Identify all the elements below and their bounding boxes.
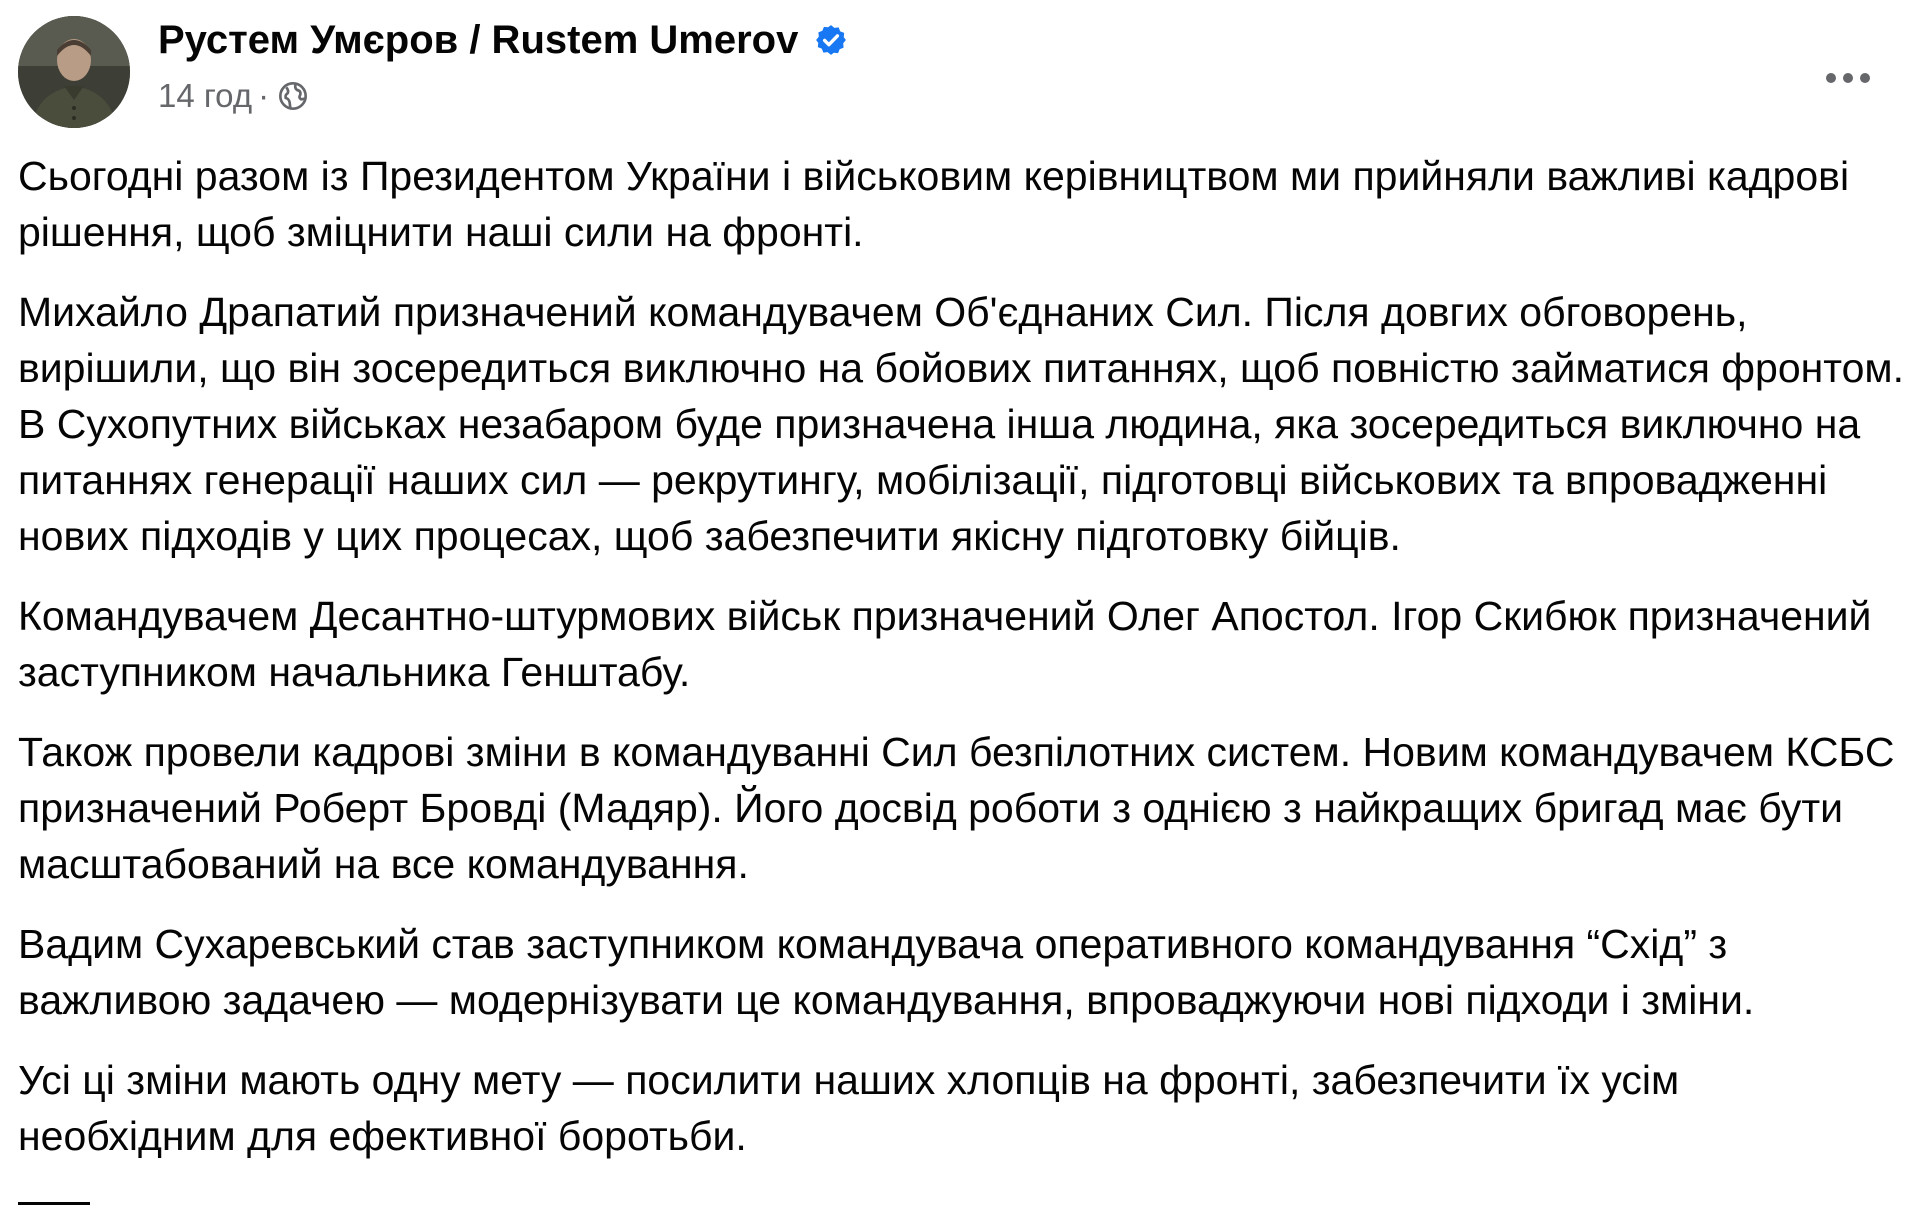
verified-badge-icon — [814, 23, 848, 57]
post-paragraph: Командувачем Десантно-штурмових військ призначений Олег Апостол. Ігор Скибюк призначений заступником начальника Генштабу. — [18, 593, 1872, 695]
post-meta — [158, 76, 848, 116]
post-body — [18, 148, 1908, 1188]
avatar-photo — [18, 16, 130, 128]
post-header — [18, 16, 1880, 128]
text-separator-line — [18, 1202, 90, 1205]
author-name[interactable]: Рустем Умєров / Rustem Umerov — [158, 18, 799, 62]
globe-icon[interactable] — [277, 80, 309, 112]
post-timestamp[interactable]: 14 год — [158, 77, 253, 114]
avatar[interactable] — [18, 16, 130, 128]
post-paragraph: Також провели кадрові зміни в командуванні Сил безпілотних систем. Новим командувачем КСБС призначений Роберт Бровді (Мадяр). Його досвід роботи з однією з найкращих бригад має бути масштабований на все командування. — [18, 729, 1895, 887]
more-horizontal-icon — [1824, 71, 1872, 85]
author-row — [158, 18, 848, 62]
more-options-button[interactable] — [1816, 46, 1880, 110]
post-paragraph: Усі ці зміни мають одну мету — посилити наших хлопців на фронті, забезпечити їх усім необхідним для ефективної боротьби. — [18, 1057, 1680, 1159]
post-paragraph: Сьогодні разом із Президентом України і військовим керівництвом ми прийняли важливі кадрові рішення, щоб зміцнити наші сили на фронті. — [18, 153, 1850, 255]
meta-separator: · — [258, 77, 270, 114]
post-paragraph: Вадим Сухаревський став заступником командувача оперативного командування “Схід” з важливою задачею — модернізувати це командування, впроваджуючи нові підходи і зміни. — [18, 921, 1755, 1023]
author-block — [158, 18, 848, 116]
post-paragraph: Михайло Драпатий призначений командувачем Об'єднаних Сил. Після довгих обговорень, вирішили, що він зосередиться виключно на бойових питаннях, щоб повністю займатися фронтом. В Сухопутних військах незабаром буде призначена інша людина, яка зосередиться виключно на питаннях генерації наших сил — рекрутингу, мобілізації, підготовці військових та впровадженні нових підходів у цих процесах, щоб забезпечити якісну підготовку бійців. — [18, 289, 1904, 559]
